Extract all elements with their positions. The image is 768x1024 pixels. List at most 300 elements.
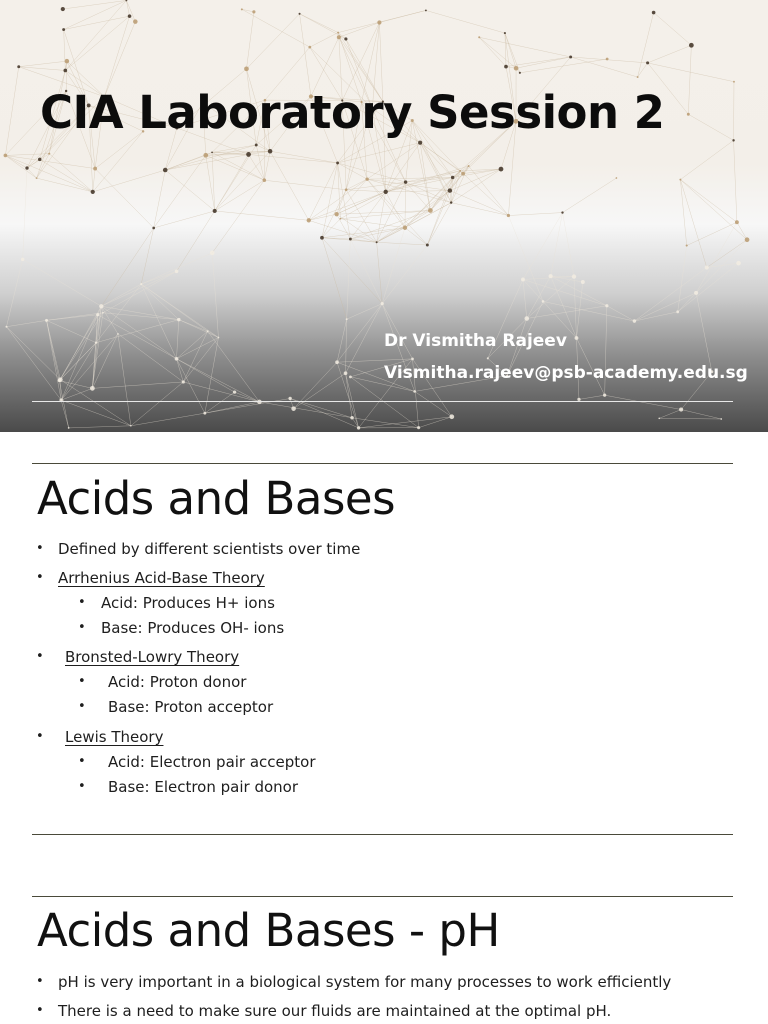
network-line xyxy=(523,213,563,280)
network-line xyxy=(322,219,340,238)
network-line xyxy=(118,334,183,382)
network-line xyxy=(367,179,405,228)
network-line xyxy=(141,228,153,284)
list-item xyxy=(78,673,247,691)
network-line xyxy=(96,320,179,343)
presenter-name: Dr Vismitha Rajeev xyxy=(384,331,567,351)
network-line xyxy=(101,228,153,306)
network-dot xyxy=(182,380,185,383)
network-dot xyxy=(646,61,649,64)
network-line xyxy=(6,327,61,400)
slide-heading: Acids and Bases - pH xyxy=(37,904,500,957)
network-line xyxy=(479,37,506,66)
network-line xyxy=(367,179,427,245)
network-dot xyxy=(268,149,273,154)
list-item xyxy=(78,753,316,771)
network-line xyxy=(340,210,430,218)
network-dot xyxy=(413,390,416,393)
list-item xyxy=(36,648,240,666)
network-line xyxy=(177,331,208,359)
network-line xyxy=(648,45,692,63)
network-dot xyxy=(4,154,8,158)
network-dot xyxy=(45,319,48,322)
deck-title: CIA Laboratory Session 2 xyxy=(40,86,665,139)
network-line xyxy=(571,57,638,77)
network-dot xyxy=(241,8,243,10)
network-line xyxy=(678,263,739,312)
network-line xyxy=(543,301,634,321)
network-dot xyxy=(694,291,698,295)
network-line xyxy=(141,253,212,284)
network-line xyxy=(382,245,427,304)
network-dot xyxy=(65,59,70,64)
title-divider xyxy=(32,401,733,402)
network-line xyxy=(59,315,97,381)
network-dot xyxy=(733,81,735,83)
network-dot xyxy=(448,188,452,192)
network-line xyxy=(256,145,264,180)
network-dot xyxy=(514,66,519,71)
top-divider xyxy=(32,896,733,897)
network-dot xyxy=(288,397,291,400)
network-dot xyxy=(357,426,360,429)
network-line xyxy=(259,402,352,418)
network-dot xyxy=(61,7,65,11)
network-dot xyxy=(102,312,104,314)
network-line xyxy=(523,279,527,318)
network-dot xyxy=(549,274,553,278)
network-line xyxy=(270,151,337,163)
network-line xyxy=(309,192,386,220)
network-dot xyxy=(519,72,521,74)
network-line xyxy=(337,210,431,214)
network-line xyxy=(737,222,747,239)
network-dot xyxy=(404,180,407,183)
network-line xyxy=(5,67,18,156)
network-line xyxy=(574,277,576,338)
network-line xyxy=(177,320,179,359)
list-item xyxy=(36,728,164,746)
network-dot xyxy=(117,333,119,335)
network-line xyxy=(6,259,22,326)
network-dot xyxy=(233,390,236,393)
network-dot xyxy=(686,244,688,246)
network-dot xyxy=(365,177,368,180)
network-dot xyxy=(99,304,103,308)
network-line xyxy=(101,306,176,359)
network-line xyxy=(551,213,563,277)
network-dot xyxy=(687,113,690,116)
network-dot xyxy=(17,65,20,68)
network-dot xyxy=(561,211,563,213)
bullet-glyph: • xyxy=(36,1003,44,1018)
bullet-glyph: • xyxy=(78,754,86,769)
bullet-glyph: • xyxy=(78,595,86,610)
network-line xyxy=(104,16,129,97)
network-line xyxy=(680,180,747,240)
network-dot xyxy=(96,313,99,316)
network-line xyxy=(426,10,505,33)
network-dot xyxy=(732,139,734,141)
network-line xyxy=(165,170,214,211)
network-line xyxy=(405,228,427,245)
network-dot xyxy=(425,9,427,11)
network-dot xyxy=(207,330,209,332)
network-line xyxy=(505,33,516,68)
network-line xyxy=(654,13,692,46)
network-line xyxy=(300,14,339,33)
slide-acids-and-bases xyxy=(0,432,768,864)
network-dot xyxy=(337,32,339,34)
network-line xyxy=(47,313,103,321)
network-dot xyxy=(720,418,722,420)
network-line xyxy=(696,222,737,293)
network-dot xyxy=(263,178,267,182)
network-dot xyxy=(308,46,311,49)
network-dot xyxy=(349,375,352,378)
network-line xyxy=(215,211,309,220)
network-dot xyxy=(735,220,739,224)
network-dot xyxy=(450,201,452,203)
network-dot xyxy=(291,406,296,411)
network-line xyxy=(479,37,516,68)
network-dot xyxy=(320,236,324,240)
list-item xyxy=(78,619,285,637)
network-dot xyxy=(487,357,489,359)
network-dot xyxy=(569,55,572,58)
list-item xyxy=(36,1002,612,1020)
bullet-glyph: • xyxy=(78,699,86,714)
network-line xyxy=(460,171,508,216)
network-line xyxy=(386,192,405,228)
bullet-glyph: • xyxy=(36,649,44,664)
network-dot xyxy=(177,318,180,321)
network-line xyxy=(69,426,131,428)
network-line xyxy=(508,215,543,301)
bullet-glyph: • xyxy=(78,620,86,635)
bullet-text: Base: Produces OH- ions xyxy=(101,619,285,637)
network-dot xyxy=(334,212,338,216)
network-dot xyxy=(337,35,341,39)
network-dot xyxy=(213,209,217,213)
network-line xyxy=(678,246,687,312)
network-line xyxy=(359,417,452,428)
network-dot xyxy=(679,407,683,411)
network-line xyxy=(212,253,218,338)
network-dot xyxy=(346,318,348,320)
network-dot xyxy=(299,13,301,15)
title-slide xyxy=(0,0,768,432)
network-dot xyxy=(417,426,420,429)
network-line xyxy=(309,163,338,220)
network-line xyxy=(126,0,129,16)
network-line xyxy=(377,242,428,245)
network-dot xyxy=(606,58,609,61)
network-line xyxy=(246,12,253,69)
network-dot xyxy=(90,386,95,391)
network-dot xyxy=(91,190,95,194)
network-dot xyxy=(95,341,97,343)
network-dot xyxy=(175,269,179,273)
network-dot xyxy=(418,141,422,145)
network-dot xyxy=(449,414,454,419)
network-dot xyxy=(658,418,660,420)
slide-acids-and-bases-ph xyxy=(0,864,768,1024)
network-line xyxy=(300,14,311,97)
network-line xyxy=(377,192,386,242)
network-line xyxy=(215,151,270,211)
network-line xyxy=(154,170,166,228)
network-line xyxy=(19,67,66,71)
network-dot xyxy=(38,158,42,162)
network-dot xyxy=(203,153,208,158)
network-dot xyxy=(339,218,341,220)
network-line xyxy=(183,382,259,402)
network-dot xyxy=(377,20,381,24)
network-line xyxy=(23,168,27,259)
network-line xyxy=(688,114,733,140)
network-dot xyxy=(252,10,255,13)
network-dot xyxy=(478,36,480,38)
bullet-text: Acid: Produces H+ ions xyxy=(101,594,275,612)
network-line xyxy=(696,240,747,293)
network-line xyxy=(563,178,617,213)
network-dot xyxy=(246,152,251,157)
network-line xyxy=(605,395,681,409)
network-dot xyxy=(48,153,50,155)
network-line xyxy=(177,359,260,402)
network-dot xyxy=(210,251,215,256)
network-line xyxy=(59,381,68,428)
network-line xyxy=(49,154,93,192)
bullet-glyph: • xyxy=(78,779,86,794)
network-line xyxy=(707,240,747,268)
network-dot xyxy=(652,11,656,15)
network-line xyxy=(141,271,176,284)
bottom-divider xyxy=(32,834,733,835)
network-line xyxy=(450,191,509,216)
network-line xyxy=(680,180,736,223)
network-line xyxy=(95,169,154,228)
network-line xyxy=(64,16,130,29)
network-dot xyxy=(428,208,433,213)
bullet-text: pH is very important in a biological system for many processes to work efficiently xyxy=(58,973,672,991)
network-dot xyxy=(468,165,470,167)
network-line xyxy=(579,395,605,399)
network-line xyxy=(415,391,452,416)
slide-heading: Acids and Bases xyxy=(37,472,396,525)
network-line xyxy=(179,320,219,338)
network-line xyxy=(101,306,179,319)
network-line xyxy=(527,276,551,318)
network-line xyxy=(183,338,218,382)
network-line xyxy=(347,304,383,320)
network-line xyxy=(141,284,176,359)
network-dot xyxy=(459,170,461,172)
network-dot xyxy=(307,218,311,222)
network-dot xyxy=(133,19,138,24)
network-dot xyxy=(426,244,429,247)
network-dot xyxy=(499,167,504,172)
network-dot xyxy=(350,416,354,420)
network-dot xyxy=(93,167,97,171)
network-dot xyxy=(345,188,348,191)
network-dot xyxy=(605,304,608,307)
network-dot xyxy=(130,425,132,427)
network-line xyxy=(118,334,131,426)
network-line xyxy=(23,259,102,306)
network-line xyxy=(249,154,338,163)
network-dot xyxy=(25,166,28,169)
network-line xyxy=(309,220,377,242)
network-dot xyxy=(152,227,155,230)
network-line xyxy=(37,154,50,178)
network-line xyxy=(680,140,733,179)
network-dot xyxy=(62,28,65,31)
network-line xyxy=(101,284,141,306)
bullet-glyph: • xyxy=(36,974,44,989)
network-dot xyxy=(581,280,585,284)
network-dot xyxy=(344,371,348,375)
network-dot xyxy=(255,144,258,147)
network-line xyxy=(59,381,92,389)
network-dot xyxy=(603,394,606,397)
network-dot xyxy=(542,300,545,303)
top-divider xyxy=(32,463,733,464)
network-line xyxy=(420,143,460,171)
network-line xyxy=(61,400,131,426)
network-line xyxy=(696,293,712,372)
bullet-link-text[interactable]: Lewis Theory xyxy=(65,728,164,746)
list-item xyxy=(36,540,361,558)
network-line xyxy=(27,168,37,178)
list-item xyxy=(36,569,265,587)
network-dot xyxy=(403,226,407,230)
network-line xyxy=(27,159,40,168)
network-dot xyxy=(521,278,525,282)
network-line xyxy=(19,61,67,67)
bullet-text: Base: Electron pair donor xyxy=(108,778,299,796)
network-line xyxy=(103,271,177,312)
network-dot xyxy=(633,319,637,323)
network-line xyxy=(346,319,347,373)
network-dot xyxy=(349,238,352,241)
network-line xyxy=(659,410,681,419)
bullet-link-text[interactable]: Bronsted-Lowry Theory xyxy=(65,648,240,666)
network-line xyxy=(659,418,721,419)
network-line xyxy=(688,45,691,114)
network-line xyxy=(65,0,126,70)
bullet-text: Acid: Proton donor xyxy=(108,673,247,691)
network-line xyxy=(270,151,309,220)
network-line xyxy=(322,238,382,304)
network-line xyxy=(571,57,648,63)
bullet-glyph: • xyxy=(36,541,44,556)
list-item xyxy=(78,594,275,612)
network-line xyxy=(678,293,696,312)
network-line xyxy=(5,154,49,156)
network-line xyxy=(346,304,383,374)
bullet-text: Acid: Electron pair acceptor xyxy=(108,753,316,771)
network-line xyxy=(5,155,95,168)
network-line xyxy=(300,14,346,39)
network-line xyxy=(93,170,165,192)
network-line xyxy=(294,373,346,408)
network-dot xyxy=(504,65,508,69)
network-dot xyxy=(344,37,347,40)
list-item xyxy=(78,698,274,716)
network-dot xyxy=(376,241,378,243)
network-line xyxy=(352,418,419,428)
network-dot xyxy=(411,358,414,361)
network-dot xyxy=(140,283,142,285)
network-line xyxy=(264,151,270,180)
network-dot xyxy=(244,66,249,71)
network-dot xyxy=(381,302,384,305)
network-line xyxy=(734,140,737,222)
network-dot xyxy=(745,237,750,242)
network-line xyxy=(634,293,696,321)
network-dot xyxy=(218,337,220,339)
network-line xyxy=(246,14,299,69)
network-dot xyxy=(163,168,168,173)
network-line xyxy=(508,213,562,216)
network-line xyxy=(177,338,219,359)
network-dot xyxy=(524,316,529,321)
bullet-glyph: • xyxy=(36,729,44,744)
network-line xyxy=(179,320,208,332)
network-line xyxy=(249,154,265,180)
network-line xyxy=(64,30,66,71)
network-line xyxy=(61,334,118,400)
network-dot xyxy=(461,172,465,176)
network-line xyxy=(382,228,405,304)
bullet-text: Base: Proton acceptor xyxy=(108,698,274,716)
network-line xyxy=(322,163,338,238)
network-line xyxy=(337,359,412,362)
network-line xyxy=(347,239,351,319)
network-line xyxy=(563,213,574,277)
network-dot xyxy=(504,32,506,34)
network-dot xyxy=(336,162,339,165)
network-dot xyxy=(736,261,741,266)
network-line xyxy=(5,155,27,168)
network-line xyxy=(93,131,143,192)
network-line xyxy=(131,413,205,426)
network-dot xyxy=(676,310,679,313)
network-line xyxy=(212,180,264,253)
network-dot xyxy=(58,379,61,382)
network-line xyxy=(206,155,265,180)
network-dot xyxy=(203,412,206,415)
network-line xyxy=(681,410,721,419)
network-line xyxy=(346,190,386,192)
bullet-glyph: • xyxy=(78,674,86,689)
network-dot xyxy=(175,357,179,361)
bullet-text: There is a need to make sure our fluids are maintained at the optimal pH. xyxy=(58,1002,612,1020)
network-line xyxy=(607,306,635,321)
network-line xyxy=(377,228,405,243)
network-dot xyxy=(36,177,38,179)
bullet-link-text[interactable]: Arrhenius Acid-Base Theory xyxy=(58,569,265,587)
network-dot xyxy=(705,265,709,269)
presenter-email: Vismitha.rajeev@psb-academy.edu.sg xyxy=(384,363,748,383)
network-line xyxy=(551,276,577,338)
network-line xyxy=(61,400,69,428)
network-line xyxy=(93,169,95,192)
network-line xyxy=(47,320,62,400)
network-dot xyxy=(384,190,388,194)
